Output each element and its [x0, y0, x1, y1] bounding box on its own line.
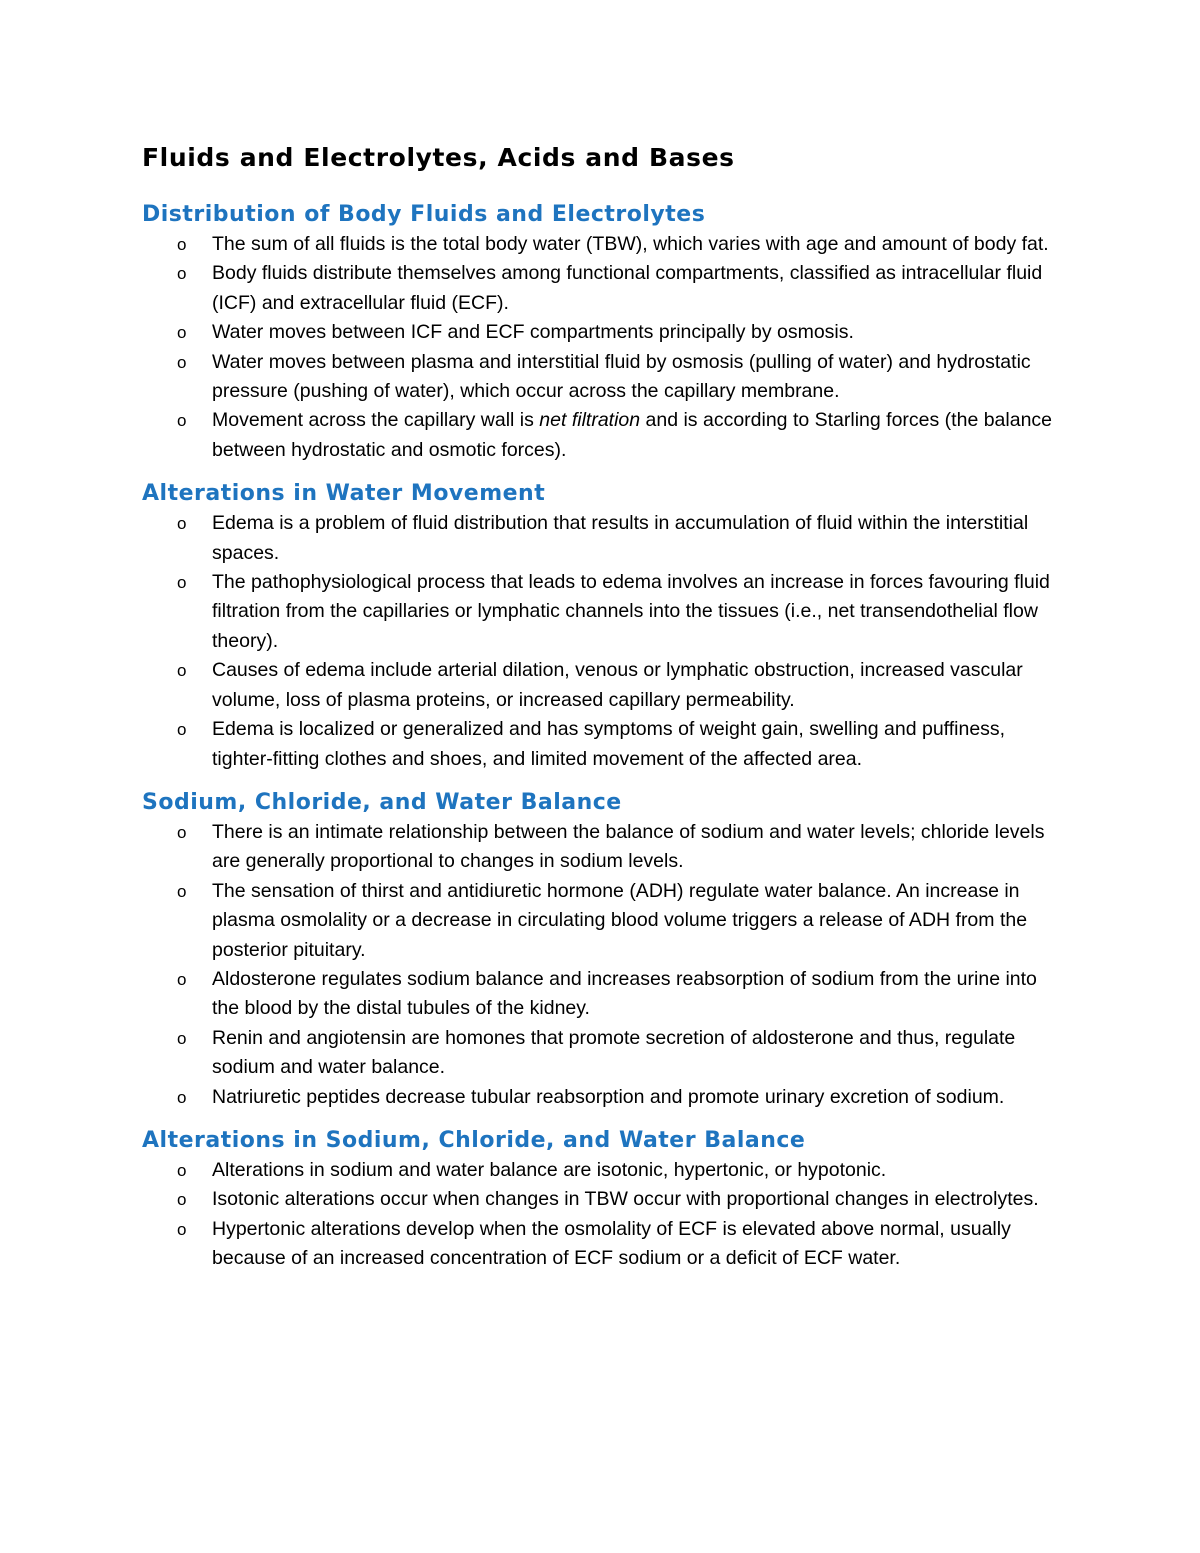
bullet-marker: o — [177, 1219, 187, 1239]
bullet-text: The sensation of thirst and antidiuretic hormone (ADH) regulate water balance. An increase in plasma osmolality or a decrease in circulating blood volume triggers a release of ADH from the posterior pituitary. — [212, 879, 1028, 961]
bullet-item — [142, 406, 1062, 465]
bullet-text: Natriuretic peptides decrease tubular reabsorption and promote urinary excretion of sodium. — [212, 1085, 1005, 1108]
bullet-text: There is an intimate relationship between the balance of sodium and water levels; chloride levels are generally proportional to changes in sodium levels. — [212, 820, 1045, 873]
bullet-item — [142, 1185, 1062, 1214]
section-heading: Alterations in Sodium, Chloride, and Water Balance — [142, 1127, 806, 1153]
bullet-list — [142, 230, 1062, 465]
bullet-marker: o — [177, 323, 187, 343]
bullet-item — [142, 715, 1062, 774]
section-sodium-chloride-water-balance — [142, 788, 1062, 1112]
bullet-marker: o — [177, 881, 187, 901]
bullet-marker: o — [177, 1190, 187, 1210]
bullet-text: Aldosterone regulates sodium balance and increases reabsorption of sodium from the urine into the blood by the distal tubules of the kidney. — [212, 967, 1037, 1020]
document-content — [142, 138, 1062, 1288]
section-heading: Distribution of Body Fluids and Electrolytes — [142, 202, 706, 227]
bullet-text: Causes of edema include arterial dilation, venous or lymphatic obstruction, increased vascular volume, loss of plasma proteins, or increased capillary permeability. — [212, 659, 1023, 711]
bullet-text-start: Movement across the capillary wall is — [212, 409, 540, 432]
bullet-marker: o — [177, 969, 187, 989]
bullet-marker: o — [177, 1028, 187, 1048]
bullet-marker: o — [177, 573, 187, 593]
bullet-text: Edema is a problem of fluid distribution that results in accumulation of fluid within the interstitial spaces. — [212, 512, 1029, 564]
bullet-text: The sum of all fluids is the total body water (TBW), which varies with age and amount of body fat. — [212, 233, 1049, 255]
bullet-marker: o — [177, 352, 187, 372]
bullet-item — [142, 1024, 1062, 1083]
bullet-item — [142, 1156, 1062, 1185]
section-alterations-in-water-movement — [142, 479, 1062, 774]
bullet-marker: o — [177, 661, 187, 681]
bullet-text: Body fluids distribute themselves among functional compartments, classified as intracellular fluid (ICF) and extracellular fluid (ECF). — [212, 262, 1043, 314]
bullet-marker: o — [177, 720, 187, 740]
bullet-list — [142, 509, 1062, 774]
bullet-text: Renin and angiotensin are homones that promote secretion of aldosterone and thus, regulate sodium and water balance. — [212, 1026, 1016, 1079]
bullet-text: Edema is localized or generalized and has symptoms of weight gain, swelling and puffiness, tighter-fitting clothes and shoes, and limited movement of the affected area. — [212, 718, 1006, 770]
bullet-text-emphasis: net filtration — [539, 409, 641, 432]
bullet-item — [142, 965, 1062, 1024]
bullet-item — [142, 877, 1062, 965]
bullet-item — [142, 1083, 1062, 1112]
bullet-text: Water moves between ICF and ECF compartments principally by osmosis. — [212, 321, 854, 344]
bullet-marker: o — [177, 822, 187, 842]
bullet-item — [142, 259, 1062, 318]
document-title: Fluids and Electrolytes, Acids and Bases — [142, 143, 735, 172]
bullet-text: Hypertonic alterations develop when the osmolality of ECF is elevated above normal, usually because of an increased concentration of ECF sodium or a deficit of ECF water. — [212, 1217, 1011, 1270]
bullet-text: Water moves between plasma and interstitial fluid by osmosis (pulling of water) and hydrostatic pressure (pushing of water), which occur across the capillary membrane. — [212, 350, 1031, 403]
bullet-text: The pathophysiological process that leads to edema involves an increase in forces favouring fluid filtration from the capillaries or lymphatic channels into the tissues (i.e., net transendothelial flow theory). — [212, 571, 1050, 652]
section-heading: Alterations in Water Movement — [142, 481, 546, 507]
bullet-text: Isotonic alterations occur when changes in TBW occur with proportional changes in electrolytes. — [212, 1188, 1039, 1211]
bullet-item — [142, 318, 1062, 347]
bullet-item — [142, 348, 1062, 407]
bullet-item — [142, 509, 1062, 568]
bullet-text: Alterations in sodium and water balance are isotonic, hypertonic, or hypotonic. — [212, 1158, 887, 1181]
bullet-item — [142, 230, 1062, 259]
bullet-text-end: and is according to Starling forces (the balance between hydrostatic and osmotic forces). — [212, 409, 1053, 461]
bullet-list — [142, 818, 1062, 1112]
bullet-list — [142, 1156, 1062, 1274]
bullet-item — [142, 1215, 1062, 1274]
section-alterations-sodium-chloride-water — [142, 1126, 1062, 1274]
bullet-marker: o — [177, 411, 187, 431]
bullet-item — [142, 818, 1062, 877]
bullet-marker: o — [177, 264, 187, 284]
bullet-item — [142, 568, 1062, 656]
bullet-marker: o — [177, 235, 187, 254]
bullet-marker: o — [177, 1087, 187, 1107]
section-distribution-of-body-fluids — [142, 200, 1062, 465]
bullet-marker: o — [177, 1160, 187, 1180]
bullet-marker: o — [177, 514, 187, 534]
section-heading: Sodium, Chloride, and Water Balance — [142, 789, 622, 815]
bullet-item — [142, 656, 1062, 715]
